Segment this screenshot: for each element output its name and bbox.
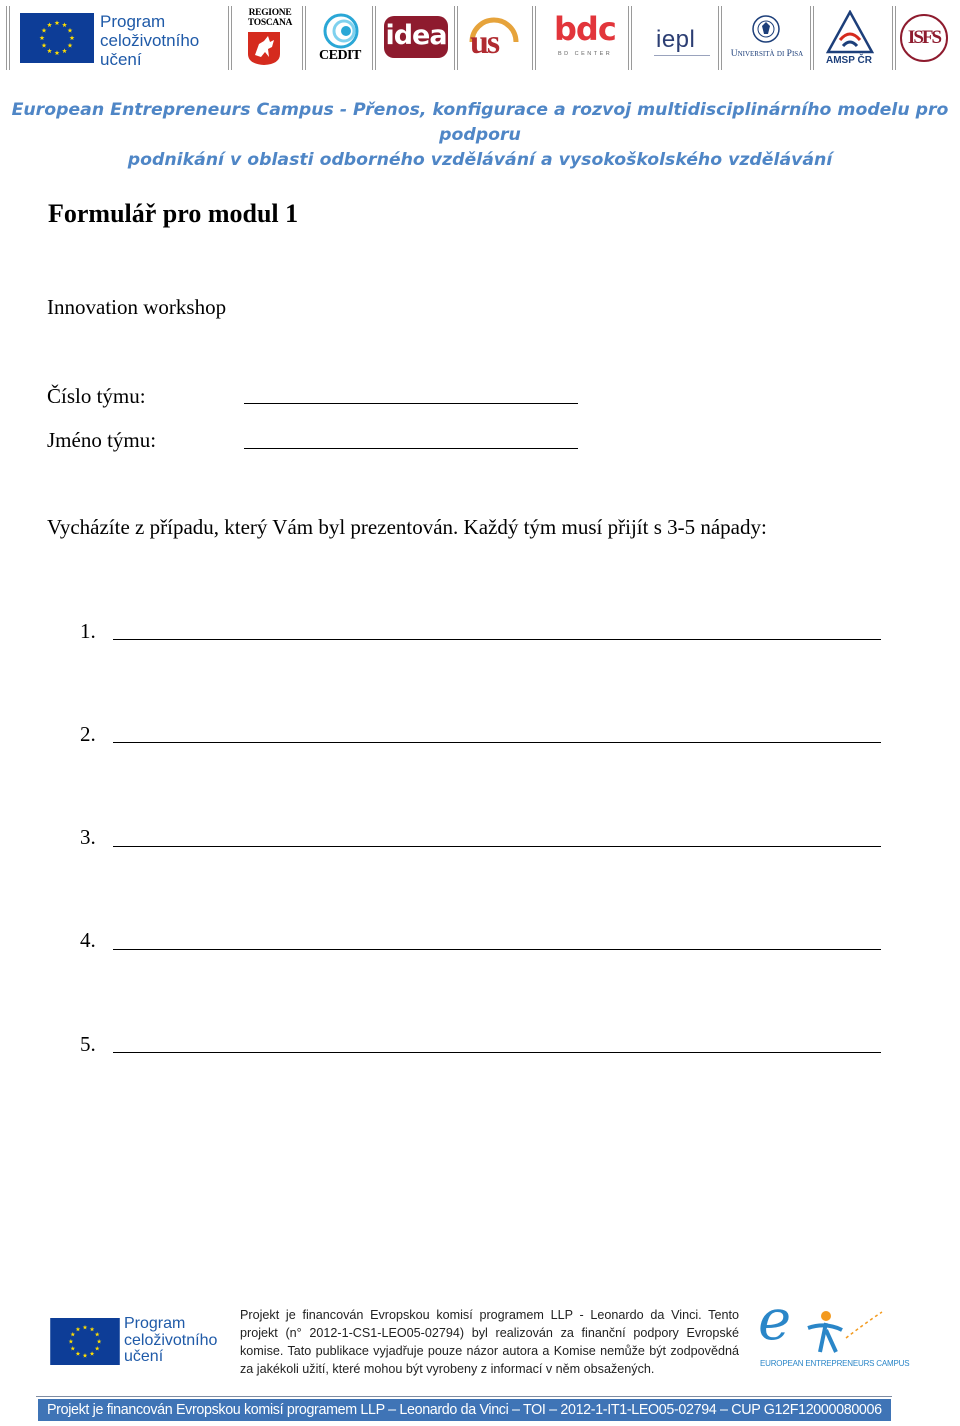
logo-separator <box>372 6 376 70</box>
team-name-label: Jméno týmu: <box>47 428 157 452</box>
project-title-line: European Entrepreneurs Campus - Přenos, konfigurace a rozvoj multidisciplinárního modelu pro podporu <box>11 100 949 145</box>
crest-icon <box>752 14 780 44</box>
idea-label: idea <box>385 20 447 51</box>
regione-line: TOSCANA <box>247 18 293 28</box>
idea-logo <box>380 0 452 72</box>
idea-number: 3. <box>80 825 96 849</box>
idea-field-3[interactable] <box>113 846 881 847</box>
universita-pisa-logo <box>724 0 808 72</box>
form-subtitle: Innovation workshop <box>47 295 227 319</box>
footer-divider <box>36 1396 892 1397</box>
logo-separator <box>302 6 306 70</box>
sevilla-monogram: us <box>470 24 499 61</box>
idea-number: 5. <box>80 1032 96 1056</box>
footer-lll-logo <box>50 1316 230 1366</box>
lll-logo-line: Program <box>124 1315 186 1332</box>
amsp-logo <box>818 0 892 72</box>
footer-funding-bar: Projekt je financován Evropskou komisí programem LLP – Leonardo da Vinci – TOI – 2012-1-IT1-LEO05-02794 – CUP G12F12000080006 <box>38 1399 891 1421</box>
logo-separator <box>532 6 536 70</box>
eu-flag-icon <box>50 1318 120 1365</box>
eec-logo-caption: EUROPEAN ENTREPRENEURS CAMPUS <box>760 1359 910 1368</box>
amsp-label: AMSP ČR <box>826 55 872 66</box>
iepl-underline <box>654 55 710 56</box>
instruction-text: Vycházíte z případu, který Vám byl prezentován. Každý tým musí přijít s 3-5 nápady: <box>47 515 767 539</box>
eu-flag-icon <box>20 13 94 63</box>
isfs-label: ISFS <box>907 27 941 48</box>
regione-toscana-logo <box>238 0 298 72</box>
eec-logo-letter: e <box>758 1288 792 1353</box>
lll-logo <box>18 0 218 72</box>
project-title-line: podnikání v oblasti odborného vzdělávání a vysokoškolského vzdělávání <box>127 150 833 170</box>
lll-logo-text <box>124 1316 217 1366</box>
footer-disclaimer: Projekt je financován Evropskou komisí programem LLP - Leonardo da Vinci. Tento projekt (n° 2012-1-CS1-LEO05-02794) byl realizován za finanční podpory Evropské komise. Tato publikace vyjadřuje pouze názor autora a Komise nemůže být zodpovědná za jakékoli užití, které mohou být vyrobeny z informací v něm obsažených. <box>240 1308 739 1376</box>
logo-separator <box>228 6 232 70</box>
lll-logo-line: celoživotního <box>124 1331 218 1349</box>
bdc-sub: BD CENTER <box>558 51 613 57</box>
eec-logo <box>756 1288 910 1374</box>
bdc-label: bdc <box>554 10 616 48</box>
pisa-label: Università di Pisa <box>730 49 804 59</box>
idea-field-4[interactable] <box>113 949 881 950</box>
idea-field-5[interactable] <box>113 1052 881 1053</box>
lll-logo-line: celoživotního <box>100 31 200 50</box>
idea-number: 1. <box>80 619 96 643</box>
cedit-logo <box>312 0 368 72</box>
universidad-sevilla-logo <box>462 0 528 72</box>
pegasus-icon <box>246 30 282 66</box>
idea-field-2[interactable] <box>113 742 881 743</box>
project-title <box>0 98 960 173</box>
team-name-field[interactable] <box>244 448 578 449</box>
lll-logo-line: učení <box>124 1348 164 1365</box>
idea-number: 4. <box>80 928 96 952</box>
isfs-badge <box>900 14 948 62</box>
isfs-logo <box>898 0 954 72</box>
iepl-logo <box>638 0 716 72</box>
logo-separator <box>6 6 10 70</box>
cedit-label: CEDIT <box>319 48 361 63</box>
idea-number: 2. <box>80 722 96 746</box>
swirl-icon <box>318 12 360 50</box>
idea-logo-badge <box>384 16 448 58</box>
regione-toscana-text <box>244 8 296 28</box>
figure-icon <box>802 1308 884 1356</box>
team-number-field[interactable] <box>244 403 578 404</box>
logo-separator <box>454 6 458 70</box>
form-title: Formulář pro modul 1 <box>48 199 299 228</box>
idea-field-1[interactable] <box>113 639 881 640</box>
triangle-icon <box>826 10 874 54</box>
logo-separator <box>810 6 814 70</box>
partner-logo-strip <box>0 0 960 72</box>
regione-line: REGIONE <box>248 8 292 18</box>
lll-logo-line: učení <box>100 50 142 69</box>
logo-separator <box>892 6 896 70</box>
logo-separator <box>718 6 722 70</box>
lll-logo-line: Program <box>100 12 166 31</box>
team-number-label: Číslo týmu: <box>47 384 146 408</box>
bdc-logo <box>540 0 626 72</box>
logo-separator <box>628 6 632 70</box>
lll-logo-text <box>100 12 199 69</box>
iepl-label: iepl <box>656 26 696 53</box>
